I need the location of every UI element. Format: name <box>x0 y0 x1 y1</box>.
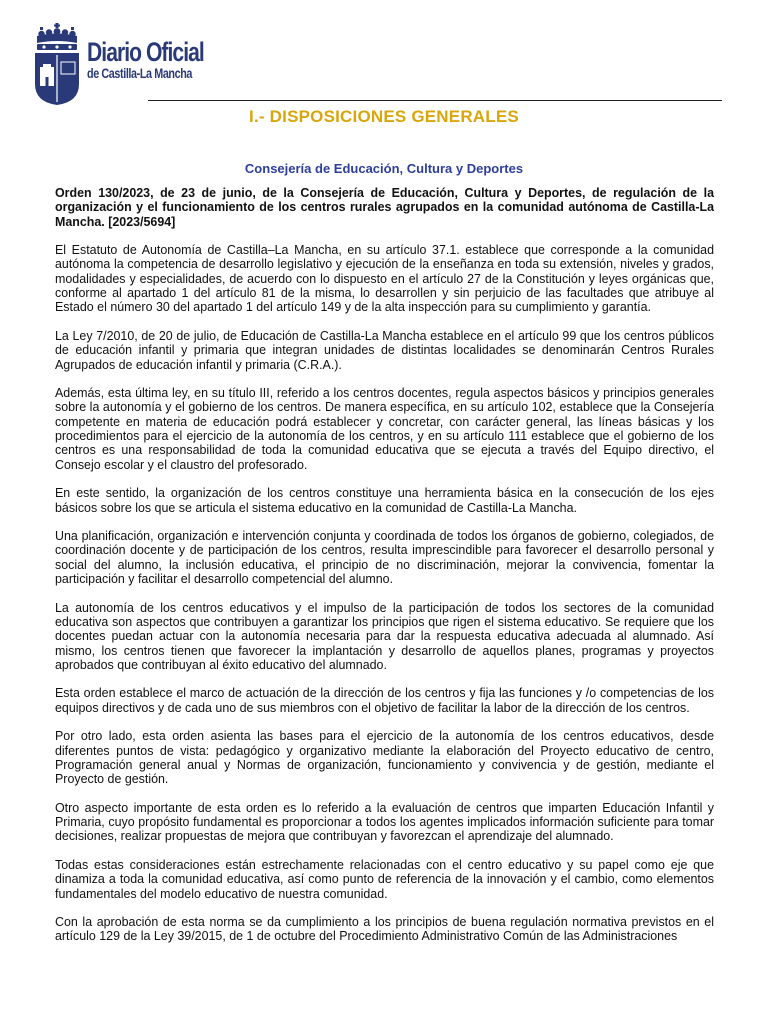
masthead-wordmark <box>87 38 237 81</box>
logo-title: Diario Oficial <box>87 37 204 67</box>
masthead <box>32 22 722 106</box>
document-body <box>55 186 714 958</box>
body-paragraph: La Ley 7/2010, de 20 de julio, de Educación de Castilla-La Mancha establece en el artículo 99 que los centros públicos de educación infantil y primaria que integran unidades de distintas localidades se denominarán Centros Rurales Agrupados de educación infantil y primaria (C.R.A.). <box>55 328 714 372</box>
body-paragraph: Todas estas consideraciones están estrechamente relacionadas con el centro educativo y su papel como eje que dinamiza a toda la comunidad educativa, así como punto de referencia de la innovación y el cambio, como elementos fundamentales del modelo educativo de nuestra comunidad. <box>55 857 714 901</box>
section-title: I.- DISPOSICIONES GENERALES <box>249 107 519 126</box>
logo-subtitle: de Castilla-La Mancha <box>87 66 193 81</box>
header-divider <box>148 100 722 101</box>
department-heading: Consejería de Educación, Cultura y Deportes <box>244 161 524 176</box>
body-paragraph: El Estatuto de Autonomía de Castilla–La Mancha, en su artículo 37.1. establece que corresponde a la comunidad autónoma la competencia de desarrollo legislativo y ejecución de la enseñanza en toda su extensión, niveles y grados, modalidades y especialidades, de acuerdo con lo dispuesto en el artículo 27 de la Constitución y leyes orgánicas que, conforme al apartado 1 del artículo 81 de la misma, lo desarrollen y sin perjuicio de las facultades que atribuye al Estado el número 30 del apartado 1 del artículo 149 y de la alta inspección para su cumplimiento y garantía. <box>55 243 714 315</box>
body-paragraph: Una planificación, organización e intervención conjunta y coordinada de todos los órganos de gobierno, colegiados, de coordinación docente y de participación de los centros, resulta imprescindible para favorecer el desarrollo personal y social del alumno, la inclusión educativa, el principio de no discriminación, mejorar la convivencia, fomentar la participación y facilitar el desarrollo competencial del alumno. <box>55 529 714 587</box>
order-title: Orden 130/2023, de 23 de junio, de la Consejería de Educación, Cultura y Deportes, de regulación de la organización y el funcionamiento de los centros rurales agrupados en la comunidad autónoma de Castilla-La Mancha. [2023/5694] <box>55 186 714 229</box>
body-paragraph: Por otro lado, esta orden asienta las bases para el ejercicio de la autonomía de los centros educativos, desde diferentes puntos de vista: pedagógico y organizativo mediante la elaboración del Proyecto educativo de centro, Programación general anual y Normas de organización, funcionamiento y convivencia y de gestión, mediante el Proyecto de gestión. <box>55 729 714 787</box>
body-paragraph: Esta orden establece el marco de actuación de la dirección de los centros y fija las funciones y /o competencias de los equipos directivos y de cada uno de sus miembros con el objetivo de facilitar la labor de la dirección de los centros. <box>55 686 714 715</box>
body-paragraph: La autonomía de los centros educativos y el impulso de la participación de todos los sectores de la comunidad educativa son aspectos que contribuyen a garantizar los principios que rigen el sistema educativo. Se requiere que los docentes puedan actuar con la autonomía necesaria para dar la respuesta educativa adecuada al alumnado. Así mismo, los centros tienen que favorecer la implantación y desarrollo de aquellos planes, programas y proyectos aprobados que contribuyan al éxito educativo del alumnado. <box>55 600 714 672</box>
body-paragraph: En este sentido, la organización de los centros constituye una herramienta básica en la consecución de los ejes básicos sobre los que se articula el sistema educativo en la comunidad de Castilla-La Mancha. <box>55 486 714 515</box>
body-paragraph: Otro aspecto importante de esta orden es lo referido a la evaluación de centros que imparten Educación Infantil y Primaria, cuyo propósito fundamental es proporcionar a todos los agentes implicados información suficiente para tomar decisiones, realizar propuestas de mejora que contribuyan y favorezcan el aprendizaje del alumnado. <box>55 800 714 844</box>
castilla-la-mancha-coat-of-arms-icon <box>32 22 82 106</box>
body-paragraph: Además, esta última ley, en su título III, referido a los centros docentes, regula aspectos básicos y principios generales sobre la autonomía y el gobierno de los centros. De manera específica, en su artículo 102, establece que la Consejería competente en materia de educación podrá establecer y concretar, con carácter general, las líneas básicas y los procedimientos para el ejercicio de la autonomía de los centros, y en su artículo 111 establece que el gobierno de los centros es una responsabilidad de toda la comunidad educativa que se ejecuta a través del Equipo directivo, el Consejo escolar y el claustro del profesorado. <box>55 386 714 472</box>
body-paragraph: Con la aprobación de esta norma se da cumplimiento a los principios de buena regulación normativa previstos en el artículo 129 de la Ley 39/2015, de 1 de octubre del Procedimiento Administrativo Común de las Administraciones <box>55 915 714 944</box>
